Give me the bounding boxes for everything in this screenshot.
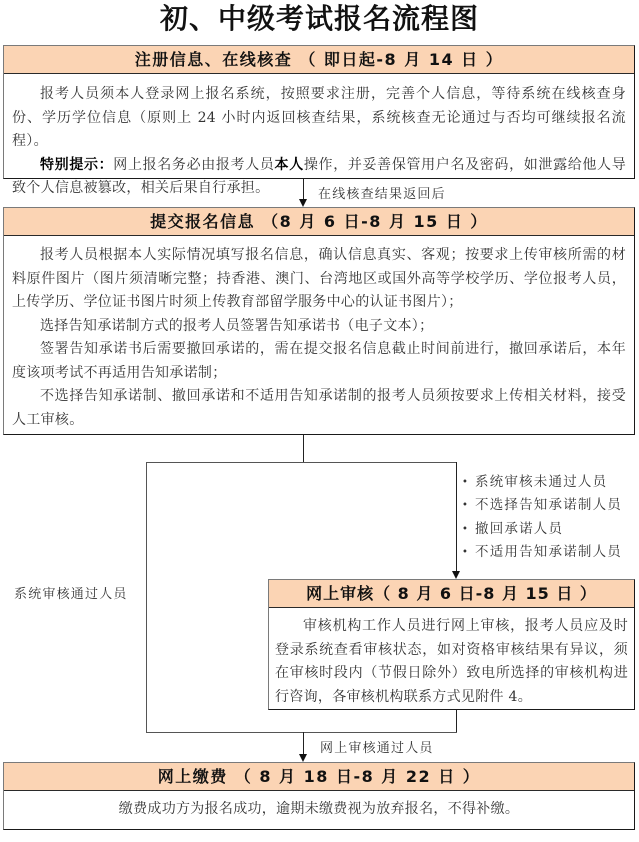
bullet-icon: •	[462, 500, 470, 512]
branch-top-line	[146, 462, 457, 463]
connector-label-review-passed: 网上审核通过人员	[320, 741, 434, 756]
step-payment-header: 网上缴费 （ 8 月 18 日-8 月 22 日 ）	[4, 763, 634, 791]
review-condition-text: 不选择告知承诺制人员	[475, 497, 622, 514]
special-notice-text-a: 网上报名务必由报考人员	[113, 156, 275, 173]
arrow-down-icon	[452, 571, 460, 579]
review-condition-item	[462, 541, 622, 564]
arrow-down-icon	[299, 199, 307, 207]
special-notice-emphasis: 本人	[274, 156, 304, 173]
step-payment-body	[4, 791, 634, 822]
branch-right-line	[456, 462, 457, 572]
step-submit-box	[3, 207, 635, 435]
connector-line-3	[303, 732, 304, 755]
review-condition-text: 系统审核未通过人员	[475, 474, 608, 490]
arrow-down-icon	[299, 754, 307, 762]
step-submit-paragraph-4: 不选择告知承诺制、撤回承诺和不适用告知承诺制的报考人员须按要求上传相关材料，接受人工审核。	[12, 388, 626, 428]
review-condition-item	[462, 471, 622, 494]
connector-label-check-returned: 在线核查结果返回后	[318, 187, 446, 202]
step-submit-paragraph-1: 报考人员根据本人实际情况填写报名信息，确认信息真实、客观；按要求上传审核所需的材料原件图片（图片须清晰完整；持香港、澳门、台湾地区或国外高等学校学历、学位报考人员，上传学历、学位证书图片时须上传教育部留学服务中心的认证书图片）；	[12, 247, 626, 310]
merge-bottom-line	[146, 732, 457, 733]
review-condition-text: 撤回承诺人员	[475, 520, 564, 537]
step-online-review-header: 网上审核（ 8 月 6 日-8 月 15 日 ）	[269, 580, 634, 608]
connector-line-1	[303, 179, 304, 200]
review-condition-item	[462, 494, 622, 517]
branch-pass-label: 系统审核通过人员	[14, 587, 128, 602]
step-submit-paragraph-3: 签署告知承诺书后需要撤回承诺的，需在提交报名信息截止时间前进行，撤回承诺后，本年度该项考试不再适用告知承诺制；	[12, 341, 626, 381]
step-register-paragraph: 报考人员须本人登录网上报名系统，按照要求注册，完善个人信息，等待系统在线核查身份、学历学位信息（原则上 24 小时内返回核查结果，系统核查无论通过与否均可继续报名流程）。	[12, 86, 626, 149]
special-notice-label: 特别提示：	[40, 156, 114, 173]
step-online-review-paragraph: 审核机构工作人员进行网上审核，报考人员应及时登录系统查看审核状态，如对资格审核结果有异议，须在审核时段内（节假日除外）致电所选择的审核机构进行咨询，各审核机构联系方式见附件 4。	[275, 618, 628, 705]
special-notice-text-b: 操作，并妥善保管用户名及密码，如泄露给他人导致个人信息被篡改，相关后果自行承担。	[12, 156, 626, 196]
bullet-icon: •	[462, 477, 470, 488]
step-register-header: 注册信息、在线核查 （ 即日起-8 月 14 日 ）	[4, 46, 634, 74]
review-condition-text: 不适用告知承诺制人员	[475, 543, 622, 560]
review-conditions-list	[462, 471, 622, 564]
step-payment-text: 缴费成功方为报名成功，逾期未缴费视为放弃报名，不得补缴。	[118, 801, 520, 817]
branch-left-line	[146, 462, 147, 733]
step-submit-paragraph-2: 选择告知承诺制方式的报考人员签署告知承诺书（电子文本）；	[40, 317, 434, 334]
step-submit-header: 提交报名信息 （8 月 6 日-8 月 15 日 ）	[4, 208, 634, 236]
bullet-icon: •	[462, 546, 470, 558]
page-title: 初、中级考试报名流程图	[159, 2, 479, 35]
step-online-review-box	[268, 579, 635, 710]
review-condition-item	[462, 518, 622, 541]
step-online-review-body	[269, 608, 634, 709]
step-payment-box	[3, 762, 635, 830]
merge-right-line	[456, 710, 457, 733]
connector-line-2	[303, 435, 304, 463]
step-submit-body	[4, 236, 634, 432]
step-register-body	[4, 74, 634, 201]
bullet-icon: •	[462, 523, 470, 535]
